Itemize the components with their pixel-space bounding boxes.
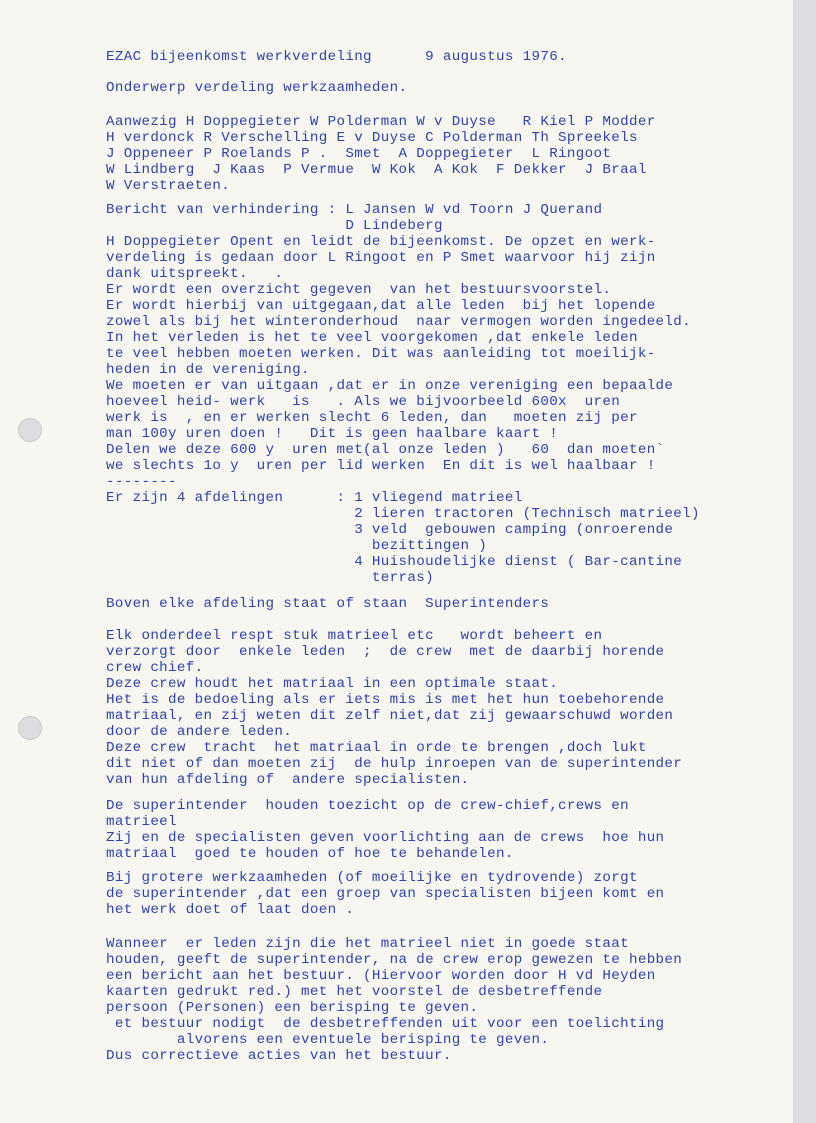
attendees-line: Aanwezig H Doppegieter W Polderman W v Duyse R Kiel P Modder — [106, 114, 656, 130]
body-line: In het verleden is het te veel voorgekomen ,dat enkele leden — [106, 330, 638, 346]
body-line: matriaal goed te houden of hoe te behandelen. — [106, 846, 514, 862]
body-line: het werk doet of laat doen . — [106, 902, 355, 918]
body-line: kaarten gedrukt red.) met het voorstel de desbetreffende — [106, 984, 603, 1000]
body-line: Er wordt een overzicht gegeven van het bestuursvoorstel. — [106, 282, 612, 298]
body-line: te veel hebben moeten werken. Dit was aanleiding tot moeilijk- — [106, 346, 656, 362]
body-line: alvorens een eventuele berisping te geven. — [106, 1032, 550, 1048]
body-line: verzorgt door enkele leden ; de crew met de daarbij horende — [106, 644, 665, 660]
absent-line: Bericht van verhindering : L Jansen W vd Toorn J Querand — [106, 202, 603, 218]
body-line: H Doppegieter Opent en leidt de bijeenkomst. De opzet en werk- — [106, 234, 656, 250]
body-line: Deze crew houdt het matriaal in een optimale staat. — [106, 676, 559, 692]
departments-line: 4 Huishoudelijke dienst ( Bar-cantine — [106, 554, 683, 570]
body-line: zowel als bij het winteronderhoud naar vermogen worden ingedeeld. — [106, 314, 692, 330]
departments-line: 3 veld gebouwen camping (onroerende — [106, 522, 674, 538]
page-edge — [793, 0, 816, 1123]
body-line: houden, geeft de superintender, na de crew erop gewezen te hebben — [106, 952, 683, 968]
body-line: Delen we deze 600 y uren met(al onze leden ) 60 dan moeten` — [106, 442, 665, 458]
absent-line: D Lindeberg — [106, 218, 443, 234]
subject-line: Onderwerp verdeling werkzaamheden. — [106, 80, 408, 96]
body-line: dit niet of dan moeten zij de hulp inroepen van de superintender — [106, 756, 683, 772]
body-line: door de andere leden. — [106, 724, 293, 740]
body-line: Bij grotere werkzaamheden (of moeilijke en tydrovende) zorgt — [106, 870, 638, 886]
body-line: Er wordt hierbij van uitgegaan,dat alle leden bij het lopende — [106, 298, 656, 314]
attendees-line: W Lindberg J Kaas P Vermue W Kok A Kok F Dekker J Braal — [106, 162, 647, 178]
body-line: man 100y uren doen ! Dit is geen haalbare kaart ! — [106, 426, 559, 442]
body-line: heden in de vereniging. — [106, 362, 310, 378]
body-line: we slechts 1o y uren per lid werken En dit is wel haalbaar ! — [106, 458, 656, 474]
punch-hole-top — [18, 418, 42, 442]
body-line: matrieel — [106, 814, 177, 830]
body-line: Dus correctieve acties van het bestuur. — [106, 1048, 452, 1064]
body-line: hoeveel heid- werk is . Als we bijvoorbeeld 600x uren — [106, 394, 621, 410]
body-line: We moeten er van uitgaan ,dat er in onze vereniging een bepaalde — [106, 378, 674, 394]
body-line: een bericht aan het bestuur. (Hiervoor worden door H vd Heyden — [106, 968, 656, 984]
departments-line: terras) — [106, 570, 434, 586]
body-line: Deze crew tracht het matriaal in orde te brengen ,doch lukt — [106, 740, 647, 756]
body-line: Zij en de specialisten geven voorlichting aan de crews hoe hun — [106, 830, 665, 846]
body-line: De superintender houden toezicht op de crew-chief,crews en — [106, 798, 629, 814]
attendees-line: J Oppeneer P Roelands P . Smet A Doppegieter L Ringoot — [106, 146, 612, 162]
body-line: crew chief. — [106, 660, 204, 676]
body-line: dank uitspreekt. . — [106, 266, 284, 282]
body-line: van hun afdeling of andere specialisten. — [106, 772, 470, 788]
body-line: et bestuur nodigt de desbetreffenden uit voor een toelichting — [106, 1016, 665, 1032]
attendees-line: W Verstraeten. — [106, 178, 231, 194]
punch-hole-bottom — [18, 716, 42, 740]
body-line: Elk onderdeel respt stuk matrieel etc wordt beheert en — [106, 628, 603, 644]
header-line: EZAC bijeenkomst werkverdeling 9 augustus 1976. — [106, 49, 567, 65]
departments-line: 2 lieren tractoren (Technisch matrieel) — [106, 506, 700, 522]
body-line: Het is de bedoeling als er iets mis is met het hun toebehorende — [106, 692, 665, 708]
departments-line: bezittingen ) — [106, 538, 488, 554]
body-line: matriaal, en zij weten dit zelf niet,dat zij gewaarschuwd worden — [106, 708, 674, 724]
separator-line: -------- — [106, 474, 177, 490]
departments-line: Er zijn 4 afdelingen : 1 vliegend matrieel — [106, 490, 523, 506]
body-line: de superintender ,dat een groep van specialisten bijeen komt en — [106, 886, 665, 902]
body-line: werk is , en er werken slecht 6 leden, dan moeten zij per — [106, 410, 638, 426]
body-line: Boven elke afdeling staat of staan Superintenders — [106, 596, 550, 612]
body-line: verdeling is gedaan door L Ringoot en P Smet waarvoor hij zijn — [106, 250, 656, 266]
attendees-line: H verdonck R Verschelling E v Duyse C Polderman Th Spreekels — [106, 130, 638, 146]
body-line: Wanneer er leden zijn die het matrieel niet in goede staat — [106, 936, 629, 952]
body-line: persoon (Personen) een berisping te geven. — [106, 1000, 479, 1016]
